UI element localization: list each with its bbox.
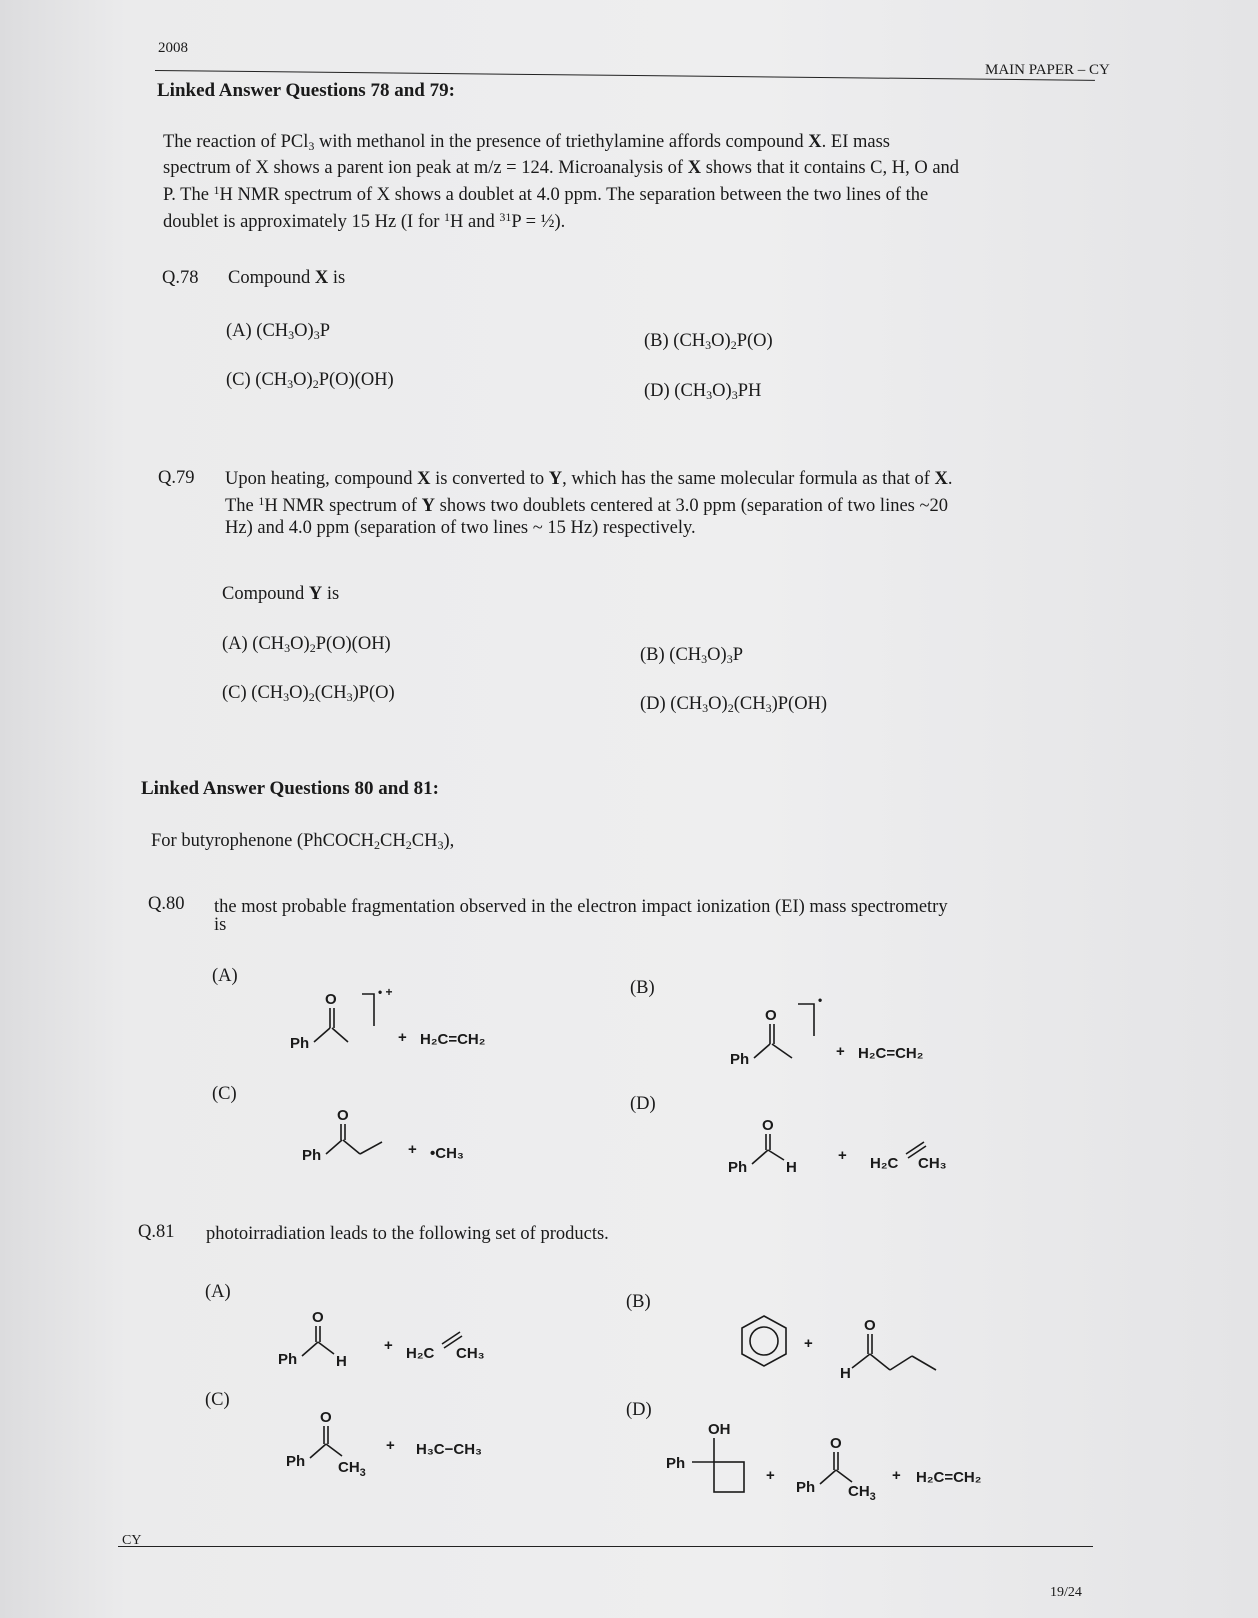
- propene-left-label: H₂C: [406, 1345, 435, 1362]
- q79-option-a[interactable]: (A) $(CH_3O)_2P(O)(OH)$: [222, 634, 391, 655]
- radical-sign: •: [818, 993, 823, 1007]
- q78-option-a[interactable]: (A) $(CH_3O)_3P$: [226, 321, 330, 342]
- q78-option-b[interactable]: (B) $(CH_3O)_2P(O)$: [644, 331, 773, 352]
- ph-label: Ph: [290, 1035, 310, 1052]
- q78-option-d[interactable]: (D) $(CH_3O)_3PH$: [644, 381, 762, 402]
- footer-page: 19/24: [1050, 1585, 1082, 1600]
- ph-label: Ph: [666, 1455, 686, 1472]
- q78-number: Q.78: [162, 268, 199, 288]
- q81-c-structure: [286, 1410, 546, 1480]
- propene-right-label: CH₃: [918, 1155, 947, 1172]
- header-paper: MAIN PAPER – CY: [985, 62, 1110, 78]
- q81-stem: photoirradiation leads to the following set of products.: [206, 1224, 609, 1244]
- ph-label: Ph: [286, 1453, 306, 1470]
- hydrogen-label: H: [336, 1353, 347, 1370]
- q80-b-structure: [730, 993, 990, 1070]
- q78-stem: Compound X is: [228, 268, 346, 288]
- plus-sign: +: [838, 1147, 847, 1164]
- q79-option-d[interactable]: (D) $(CH_3O)_2(CH_3)P(OH)$: [640, 694, 828, 715]
- q81-a-structure: [278, 1300, 578, 1370]
- butyrophenone-intro: For butyrophenone $(PhCOCH_2CH_2CH_3)$,: [151, 831, 455, 852]
- passage-78-79: The reaction of PCl$_3$ with methanol in the presence of triethylamine affords compound X. EI mass spectrum of X shows a parent ion peak at m/z = 124. Microanalysis of X shows that it contains C, H, O and P. The $^1$H NMR spectrum of X shows a doublet at 4.0 ppm. The separation between the two lines of the doublet is approximately 15 Hz (I for $^1$H and $^{31}$P = ½).: [163, 132, 960, 232]
- cyclobutane-ring: [714, 1462, 744, 1492]
- oxygen-label: O: [325, 991, 337, 1008]
- q80-label-a[interactable]: (A): [212, 966, 238, 986]
- q80-a-structure: [290, 985, 550, 1060]
- q80-number: Q.80: [148, 894, 185, 914]
- q79-number: Q.79: [158, 468, 195, 488]
- hydrogen-label: H: [786, 1159, 797, 1176]
- radical-cation-sign: • +: [378, 985, 393, 999]
- plus-sign: +: [804, 1335, 813, 1352]
- ethane-label: H₃C−CH₃: [416, 1441, 482, 1458]
- q80-stem: the most probable fragmentation observed in the electron impact ionization (EI) mass spectrometry is: [214, 897, 948, 935]
- ethylene-label: H₂C=CH₂: [420, 1031, 486, 1048]
- ethylene-label: H₂C=CH₂: [858, 1045, 924, 1062]
- plus-sign: +: [384, 1337, 393, 1354]
- q80-label-b[interactable]: (B): [630, 978, 655, 998]
- ph-label: Ph: [278, 1351, 298, 1368]
- oxygen-label: O: [864, 1317, 876, 1334]
- methyl-label: $CH_3$: [848, 1483, 876, 1503]
- oxygen-label: O: [765, 1007, 777, 1024]
- oxygen-label: O: [320, 1409, 332, 1426]
- oxygen-label: O: [762, 1117, 774, 1134]
- q81-label-c[interactable]: (C): [205, 1390, 230, 1410]
- plus-sign: +: [836, 1043, 845, 1060]
- header-year: 2008: [158, 40, 188, 56]
- q81-b-structure: [740, 1312, 980, 1382]
- q78-option-c[interactable]: (C) $(CH_3O)_2P(O)(OH)$: [226, 370, 394, 391]
- propene-right-label: CH₃: [456, 1345, 485, 1362]
- footer-rule: [118, 1546, 1093, 1547]
- q79-stem: Upon heating, compound X is converted to Y, which has the same molecular formula as that of X. The $^1$H NMR spectrum of Y shows two doublets centered at 3.0 ppm (separation of two lines ~20 Hz) and 4.0 ppm (separation of two lines ~ 15 Hz) respectively.: [225, 469, 953, 538]
- ethylene-label: H₂C=CH₂: [916, 1469, 982, 1486]
- q80-label-d[interactable]: (D): [630, 1094, 656, 1114]
- plus-sign: +: [892, 1467, 901, 1484]
- q80-c-structure: [302, 1107, 542, 1170]
- ph-label: Ph: [302, 1147, 322, 1164]
- q80-d-structure: [728, 1117, 1008, 1180]
- linked-heading-78-79: Linked Answer Questions 78 and 79:: [157, 80, 455, 101]
- propene-left-label: H₂C: [870, 1155, 899, 1172]
- q80-label-c[interactable]: (C): [212, 1084, 237, 1104]
- ph-label: Ph: [796, 1479, 816, 1496]
- plus-sign: +: [386, 1437, 395, 1454]
- q81-d-structure: [666, 1420, 1066, 1503]
- benzene-ring: [742, 1316, 786, 1366]
- q79-question: Compound Y is: [222, 584, 340, 604]
- oxygen-label: O: [312, 1309, 324, 1326]
- methyl-label: $CH_3$: [338, 1459, 366, 1479]
- q81-label-b[interactable]: (B): [626, 1292, 651, 1312]
- q79-option-b[interactable]: (B) $(CH_3O)_3P$: [640, 645, 743, 666]
- footer-code: CY: [122, 1533, 142, 1548]
- hydrogen-label: H: [840, 1365, 851, 1382]
- plus-sign: +: [408, 1141, 417, 1158]
- ph-label: Ph: [728, 1159, 748, 1176]
- oxygen-label: O: [337, 1107, 349, 1124]
- ph-label: Ph: [730, 1051, 750, 1068]
- q81-label-d[interactable]: (D): [626, 1400, 652, 1420]
- oxygen-label: O: [830, 1435, 842, 1452]
- q81-label-a[interactable]: (A): [205, 1282, 231, 1302]
- methyl-radical-label: •CH₃: [430, 1145, 464, 1162]
- q79-option-c[interactable]: (C) $(CH_3O)_2(CH_3)P(O)$: [222, 683, 395, 704]
- plus-sign: +: [398, 1029, 407, 1046]
- hydroxyl-label: OH: [708, 1421, 731, 1438]
- q81-number: Q.81: [138, 1222, 175, 1242]
- plus-sign: +: [766, 1467, 775, 1484]
- linked-heading-80-81: Linked Answer Questions 80 and 81:: [141, 778, 439, 799]
